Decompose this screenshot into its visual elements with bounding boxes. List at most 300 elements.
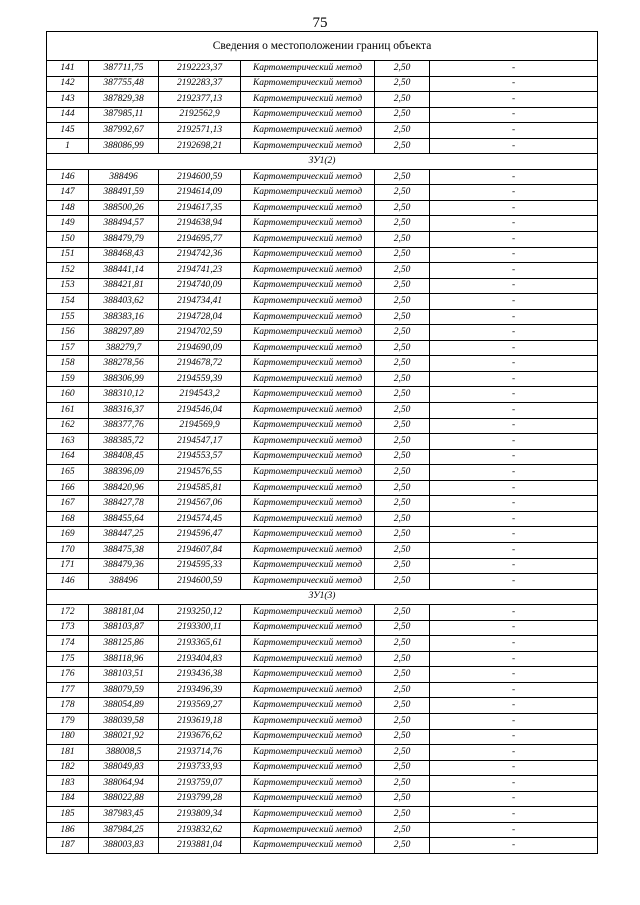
method-cell: Картометрический метод [241, 729, 375, 745]
x-coordinate-cell: 388278,56 [89, 356, 159, 372]
accuracy-cell: 2,50 [375, 325, 430, 341]
x-coordinate-cell: 388181,04 [89, 605, 159, 621]
point-number-cell: 178 [47, 698, 89, 714]
method-cell: Картометрический метод [241, 309, 375, 325]
x-coordinate-cell: 388079,59 [89, 682, 159, 698]
description-cell: - [430, 232, 598, 248]
method-cell: Картометрический метод [241, 325, 375, 341]
accuracy-cell: 2,50 [375, 278, 430, 294]
accuracy-cell: 2,50 [375, 760, 430, 776]
description-cell: - [430, 791, 598, 807]
table-row [47, 527, 598, 543]
accuracy-cell: 2,50 [375, 76, 430, 92]
table-row [47, 542, 598, 558]
y-coordinate-cell: 2194547,17 [159, 434, 241, 450]
x-coordinate-cell: 387711,75 [89, 61, 159, 77]
accuracy-cell: 2,50 [375, 309, 430, 325]
description-cell: - [430, 574, 598, 590]
x-coordinate-cell: 388049,83 [89, 760, 159, 776]
point-number-cell: 147 [47, 185, 89, 201]
x-coordinate-cell: 388021,92 [89, 729, 159, 745]
method-cell: Картометрический метод [241, 387, 375, 403]
y-coordinate-cell: 2192377,13 [159, 92, 241, 108]
x-coordinate-cell: 388479,36 [89, 558, 159, 574]
y-coordinate-cell: 2194690,09 [159, 340, 241, 356]
x-coordinate-cell: 388008,5 [89, 745, 159, 761]
y-coordinate-cell: 2194614,09 [159, 185, 241, 201]
method-cell: Картометрический метод [241, 123, 375, 139]
method-cell: Картометрический метод [241, 216, 375, 232]
y-coordinate-cell: 2193496,39 [159, 682, 241, 698]
method-cell: Картометрический метод [241, 169, 375, 185]
description-cell: - [430, 418, 598, 434]
x-coordinate-cell: 388039,58 [89, 713, 159, 729]
table-row [47, 713, 598, 729]
table-row [47, 574, 598, 590]
table-row [47, 387, 598, 403]
y-coordinate-cell: 2193809,34 [159, 807, 241, 823]
table-row [47, 449, 598, 465]
description-cell: - [430, 729, 598, 745]
description-cell: - [430, 682, 598, 698]
method-cell: Картометрический метод [241, 418, 375, 434]
table-row [47, 185, 598, 201]
description-cell: - [430, 371, 598, 387]
method-cell: Картометрический метод [241, 76, 375, 92]
y-coordinate-cell: 2194596,47 [159, 527, 241, 543]
method-cell: Картометрический метод [241, 542, 375, 558]
x-coordinate-cell: 388279,7 [89, 340, 159, 356]
point-number-cell: 175 [47, 651, 89, 667]
method-cell: Картометрический метод [241, 667, 375, 683]
description-cell: - [430, 620, 598, 636]
point-number-cell: 174 [47, 636, 89, 652]
point-number-cell: 141 [47, 61, 89, 77]
description-cell: - [430, 434, 598, 450]
table-row [47, 838, 598, 854]
point-number-cell: 161 [47, 403, 89, 419]
method-cell: Картометрический метод [241, 651, 375, 667]
method-cell: Картометрический метод [241, 527, 375, 543]
y-coordinate-cell: 2193676,62 [159, 729, 241, 745]
description-cell: - [430, 449, 598, 465]
y-coordinate-cell: 2192571,13 [159, 123, 241, 139]
method-cell: Картометрический метод [241, 698, 375, 714]
page-number: 75 [312, 15, 328, 31]
table-row [47, 92, 598, 108]
table-row [47, 776, 598, 792]
table-row [47, 232, 598, 248]
accuracy-cell: 2,50 [375, 807, 430, 823]
table-row [47, 480, 598, 496]
table-row [47, 294, 598, 310]
y-coordinate-cell: 2194574,45 [159, 511, 241, 527]
x-coordinate-cell: 388054,89 [89, 698, 159, 714]
point-number-cell: 157 [47, 340, 89, 356]
method-cell: Картометрический метод [241, 822, 375, 838]
accuracy-cell: 2,50 [375, 371, 430, 387]
point-number-cell: 159 [47, 371, 89, 387]
point-number-cell: 148 [47, 200, 89, 216]
x-coordinate-cell: 388022,88 [89, 791, 159, 807]
y-coordinate-cell: 2194567,06 [159, 496, 241, 512]
section-label: ЗУ1(2) [47, 154, 598, 170]
y-coordinate-cell: 2194617,35 [159, 200, 241, 216]
description-cell: - [430, 527, 598, 543]
description-cell: - [430, 558, 598, 574]
y-coordinate-cell: 2194559,39 [159, 371, 241, 387]
description-cell: - [430, 325, 598, 341]
accuracy-cell: 2,50 [375, 465, 430, 481]
accuracy-cell: 2,50 [375, 232, 430, 248]
accuracy-cell: 2,50 [375, 558, 430, 574]
accuracy-cell: 2,50 [375, 61, 430, 77]
method-cell: Картометрический метод [241, 776, 375, 792]
point-number-cell: 152 [47, 263, 89, 279]
method-cell: Картометрический метод [241, 465, 375, 481]
description-cell: - [430, 92, 598, 108]
description-cell: - [430, 169, 598, 185]
method-cell: Картометрический метод [241, 403, 375, 419]
point-number-cell: 154 [47, 294, 89, 310]
accuracy-cell: 2,50 [375, 247, 430, 263]
description-cell: - [430, 76, 598, 92]
accuracy-cell: 2,50 [375, 574, 430, 590]
x-coordinate-cell: 388494,57 [89, 216, 159, 232]
method-cell: Картометрический метод [241, 107, 375, 123]
point-number-cell: 179 [47, 713, 89, 729]
table-row [47, 558, 598, 574]
table-row [47, 496, 598, 512]
method-cell: Картометрический метод [241, 247, 375, 263]
table-row [47, 682, 598, 698]
table-row [47, 791, 598, 807]
y-coordinate-cell: 2193881,04 [159, 838, 241, 854]
y-coordinate-cell: 2194734,41 [159, 294, 241, 310]
y-coordinate-cell: 2193404,83 [159, 651, 241, 667]
x-coordinate-cell: 388491,59 [89, 185, 159, 201]
section-label: ЗУ1(3) [47, 589, 598, 605]
point-number-cell: 170 [47, 542, 89, 558]
point-number-cell: 142 [47, 76, 89, 92]
table-row [47, 760, 598, 776]
description-cell: - [430, 356, 598, 372]
accuracy-cell: 2,50 [375, 356, 430, 372]
x-coordinate-cell: 387755,48 [89, 76, 159, 92]
table-row [47, 76, 598, 92]
table-row [47, 403, 598, 419]
point-number-cell: 156 [47, 325, 89, 341]
accuracy-cell: 2,50 [375, 92, 430, 108]
table-row [47, 651, 598, 667]
y-coordinate-cell: 2193759,07 [159, 776, 241, 792]
point-number-cell: 1 [47, 138, 89, 154]
x-coordinate-cell: 388003,83 [89, 838, 159, 854]
x-coordinate-cell: 387992,67 [89, 123, 159, 139]
method-cell: Картометрический метод [241, 605, 375, 621]
x-coordinate-cell: 388310,12 [89, 387, 159, 403]
accuracy-cell: 2,50 [375, 138, 430, 154]
point-number-cell: 187 [47, 838, 89, 854]
method-cell: Картометрический метод [241, 682, 375, 698]
point-number-cell: 185 [47, 807, 89, 823]
x-coordinate-cell: 388118,96 [89, 651, 159, 667]
x-coordinate-cell: 388396,09 [89, 465, 159, 481]
y-coordinate-cell: 2194546,04 [159, 403, 241, 419]
table-row [47, 247, 598, 263]
point-number-cell: 155 [47, 309, 89, 325]
description-cell: - [430, 138, 598, 154]
table-row [47, 200, 598, 216]
x-coordinate-cell: 388441,14 [89, 263, 159, 279]
x-coordinate-cell: 387985,11 [89, 107, 159, 123]
y-coordinate-cell: 2193714,76 [159, 745, 241, 761]
accuracy-cell: 2,50 [375, 123, 430, 139]
description-cell: - [430, 760, 598, 776]
y-coordinate-cell: 2192562,9 [159, 107, 241, 123]
table-row [47, 371, 598, 387]
point-number-cell: 181 [47, 745, 89, 761]
x-coordinate-cell: 388479,79 [89, 232, 159, 248]
method-cell: Картометрический метод [241, 232, 375, 248]
point-number-cell: 182 [47, 760, 89, 776]
table-row [47, 434, 598, 450]
accuracy-cell: 2,50 [375, 169, 430, 185]
description-cell: - [430, 713, 598, 729]
point-number-cell: 146 [47, 169, 89, 185]
accuracy-cell: 2,50 [375, 822, 430, 838]
point-number-cell: 183 [47, 776, 89, 792]
x-coordinate-cell: 387984,25 [89, 822, 159, 838]
x-coordinate-cell: 388420,96 [89, 480, 159, 496]
y-coordinate-cell: 2194543,2 [159, 387, 241, 403]
x-coordinate-cell: 388383,16 [89, 309, 159, 325]
description-cell: - [430, 123, 598, 139]
description-cell: - [430, 776, 598, 792]
accuracy-cell: 2,50 [375, 698, 430, 714]
y-coordinate-cell: 2194728,04 [159, 309, 241, 325]
description-cell: - [430, 185, 598, 201]
x-coordinate-cell: 388103,87 [89, 620, 159, 636]
method-cell: Картометрический метод [241, 574, 375, 590]
accuracy-cell: 2,50 [375, 294, 430, 310]
method-cell: Картометрический метод [241, 356, 375, 372]
method-cell: Картометрический метод [241, 61, 375, 77]
y-coordinate-cell: 2193300,11 [159, 620, 241, 636]
accuracy-cell: 2,50 [375, 729, 430, 745]
x-coordinate-cell: 388468,43 [89, 247, 159, 263]
x-coordinate-cell: 388125,86 [89, 636, 159, 652]
x-coordinate-cell: 388500,26 [89, 200, 159, 216]
x-coordinate-cell: 388064,94 [89, 776, 159, 792]
accuracy-cell: 2,50 [375, 185, 430, 201]
accuracy-cell: 2,50 [375, 838, 430, 854]
point-number-cell: 173 [47, 620, 89, 636]
point-number-cell: 163 [47, 434, 89, 450]
point-number-cell: 169 [47, 527, 89, 543]
method-cell: Картометрический метод [241, 636, 375, 652]
point-number-cell: 144 [47, 107, 89, 123]
point-number-cell: 168 [47, 511, 89, 527]
y-coordinate-cell: 2193436,38 [159, 667, 241, 683]
accuracy-cell: 2,50 [375, 480, 430, 496]
x-coordinate-cell: 388403,62 [89, 294, 159, 310]
accuracy-cell: 2,50 [375, 605, 430, 621]
point-number-cell: 146 [47, 574, 89, 590]
x-coordinate-cell: 388475,38 [89, 542, 159, 558]
point-number-cell: 176 [47, 667, 89, 683]
boundary-coordinates-table [46, 31, 598, 854]
method-cell: Картометрический метод [241, 200, 375, 216]
description-cell: - [430, 636, 598, 652]
table-row [47, 745, 598, 761]
accuracy-cell: 2,50 [375, 387, 430, 403]
accuracy-cell: 2,50 [375, 713, 430, 729]
description-cell: - [430, 698, 598, 714]
description-cell: - [430, 309, 598, 325]
description-cell: - [430, 278, 598, 294]
y-coordinate-cell: 2193619,18 [159, 713, 241, 729]
x-coordinate-cell: 388455,64 [89, 511, 159, 527]
method-cell: Картометрический метод [241, 340, 375, 356]
point-number-cell: 164 [47, 449, 89, 465]
description-cell: - [430, 247, 598, 263]
table-row [47, 340, 598, 356]
description-cell: - [430, 263, 598, 279]
table-row [47, 418, 598, 434]
method-cell: Картометрический метод [241, 496, 375, 512]
method-cell: Картометрический метод [241, 713, 375, 729]
accuracy-cell: 2,50 [375, 636, 430, 652]
method-cell: Картометрический метод [241, 278, 375, 294]
table-row [47, 620, 598, 636]
description-cell: - [430, 667, 598, 683]
x-coordinate-cell: 388427,78 [89, 496, 159, 512]
method-cell: Картометрический метод [241, 745, 375, 761]
description-cell: - [430, 61, 598, 77]
table-row [47, 807, 598, 823]
description-cell: - [430, 838, 598, 854]
table-row [47, 636, 598, 652]
x-coordinate-cell: 388447,25 [89, 527, 159, 543]
y-coordinate-cell: 2193799,28 [159, 791, 241, 807]
table-row [47, 605, 598, 621]
point-number-cell: 162 [47, 418, 89, 434]
table-row [47, 138, 598, 154]
description-cell: - [430, 745, 598, 761]
description-cell: - [430, 200, 598, 216]
method-cell: Картометрический метод [241, 807, 375, 823]
table-row [47, 667, 598, 683]
x-coordinate-cell: 388496 [89, 169, 159, 185]
method-cell: Картометрический метод [241, 838, 375, 854]
accuracy-cell: 2,50 [375, 216, 430, 232]
x-coordinate-cell: 388421,81 [89, 278, 159, 294]
method-cell: Картометрический метод [241, 791, 375, 807]
y-coordinate-cell: 2194741,23 [159, 263, 241, 279]
point-number-cell: 166 [47, 480, 89, 496]
point-number-cell: 165 [47, 465, 89, 481]
table-title: Сведения о местоположении границ объекта [47, 32, 598, 61]
point-number-cell: 167 [47, 496, 89, 512]
table-row [47, 729, 598, 745]
accuracy-cell: 2,50 [375, 263, 430, 279]
accuracy-cell: 2,50 [375, 418, 430, 434]
accuracy-cell: 2,50 [375, 403, 430, 419]
accuracy-cell: 2,50 [375, 651, 430, 667]
table-row [47, 278, 598, 294]
description-cell: - [430, 216, 598, 232]
accuracy-cell: 2,50 [375, 620, 430, 636]
accuracy-cell: 2,50 [375, 682, 430, 698]
accuracy-cell: 2,50 [375, 745, 430, 761]
y-coordinate-cell: 2194576,55 [159, 465, 241, 481]
method-cell: Картометрический метод [241, 371, 375, 387]
point-number-cell: 143 [47, 92, 89, 108]
y-coordinate-cell: 2194600,59 [159, 169, 241, 185]
accuracy-cell: 2,50 [375, 511, 430, 527]
accuracy-cell: 2,50 [375, 542, 430, 558]
y-coordinate-cell: 2194678,72 [159, 356, 241, 372]
method-cell: Картометрический метод [241, 480, 375, 496]
accuracy-cell: 2,50 [375, 667, 430, 683]
accuracy-cell: 2,50 [375, 776, 430, 792]
accuracy-cell: 2,50 [375, 340, 430, 356]
description-cell: - [430, 542, 598, 558]
table-row [47, 822, 598, 838]
description-cell: - [430, 387, 598, 403]
table-row [47, 169, 598, 185]
method-cell: Картометрический метод [241, 263, 375, 279]
x-coordinate-cell: 388385,72 [89, 434, 159, 450]
y-coordinate-cell: 2193569,27 [159, 698, 241, 714]
point-number-cell: 150 [47, 232, 89, 248]
point-number-cell: 171 [47, 558, 89, 574]
description-cell: - [430, 107, 598, 123]
point-number-cell: 151 [47, 247, 89, 263]
description-cell: - [430, 465, 598, 481]
point-number-cell: 158 [47, 356, 89, 372]
method-cell: Картометрический метод [241, 138, 375, 154]
accuracy-cell: 2,50 [375, 449, 430, 465]
y-coordinate-cell: 2193250,12 [159, 605, 241, 621]
method-cell: Картометрический метод [241, 620, 375, 636]
table-row [47, 263, 598, 279]
table-row [47, 61, 598, 77]
y-coordinate-cell: 2193832,62 [159, 822, 241, 838]
x-coordinate-cell: 388377,76 [89, 418, 159, 434]
point-number-cell: 153 [47, 278, 89, 294]
description-cell: - [430, 807, 598, 823]
table-row [47, 325, 598, 341]
point-number-cell: 145 [47, 123, 89, 139]
x-coordinate-cell: 388306,99 [89, 371, 159, 387]
accuracy-cell: 2,50 [375, 791, 430, 807]
accuracy-cell: 2,50 [375, 496, 430, 512]
point-number-cell: 160 [47, 387, 89, 403]
method-cell: Картометрический метод [241, 760, 375, 776]
y-coordinate-cell: 2194740,09 [159, 278, 241, 294]
point-number-cell: 149 [47, 216, 89, 232]
table-row [47, 465, 598, 481]
y-coordinate-cell: 2194702,59 [159, 325, 241, 341]
accuracy-cell: 2,50 [375, 107, 430, 123]
method-cell: Картометрический метод [241, 558, 375, 574]
description-cell: - [430, 511, 598, 527]
point-number-cell: 172 [47, 605, 89, 621]
x-coordinate-cell: 387983,45 [89, 807, 159, 823]
section-header-row [47, 154, 598, 170]
